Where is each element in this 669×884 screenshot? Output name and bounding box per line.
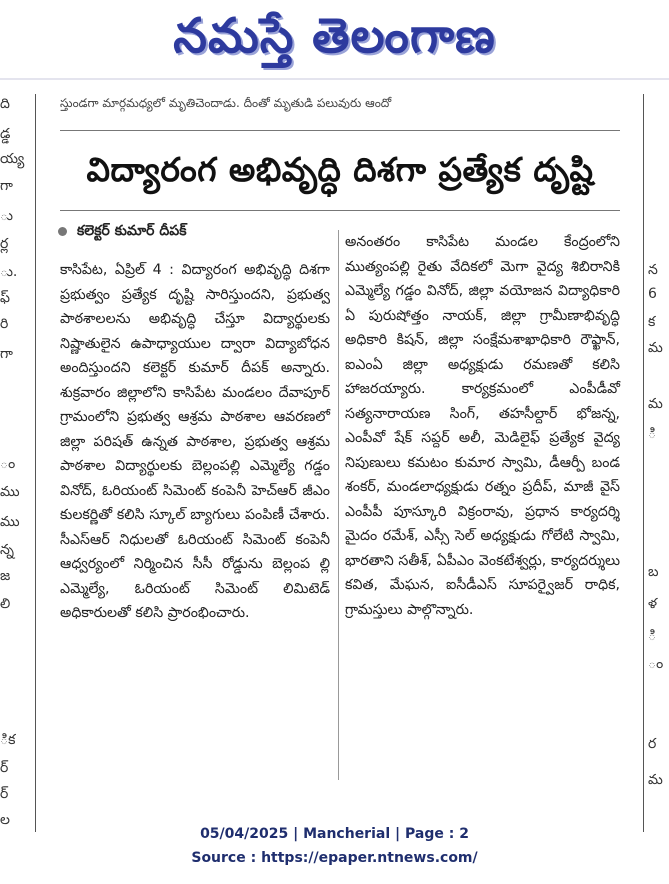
byline-text: కలెక్టర్ కుమార్ దీపక్ bbox=[77, 223, 187, 239]
right-fragment: మ bbox=[648, 772, 663, 788]
left-fragment: ము bbox=[0, 514, 20, 530]
right-fragment: మ bbox=[648, 340, 663, 356]
left-fragment: ం bbox=[0, 456, 16, 472]
article-headline: విద్యారంగ అభివృద్ధి దిశగా ప్రత్యేక దృష్టి bbox=[86, 150, 594, 189]
left-fragment: డ్డ bbox=[0, 126, 11, 142]
left-fragment: ిక bbox=[0, 732, 16, 748]
headline-top-rule bbox=[60, 130, 620, 131]
left-fragment: ు. bbox=[0, 264, 18, 280]
source-line: Source : https://epaper.ntnews.com/ bbox=[191, 850, 478, 866]
newspaper-logo: నమస్తే తెలంగాణ bbox=[173, 8, 496, 64]
column-rule bbox=[643, 94, 644, 832]
article-column-1 bbox=[60, 258, 330, 626]
right-fragment: ి bbox=[648, 426, 657, 442]
left-fragment: ము bbox=[0, 484, 20, 500]
left-fragment: ర్ bbox=[0, 760, 9, 776]
right-fragment: న bbox=[648, 262, 658, 278]
column-divider bbox=[338, 230, 339, 780]
left-fragment: లి bbox=[0, 596, 11, 612]
right-fragment: ి bbox=[648, 628, 657, 644]
left-fragment: జ bbox=[0, 568, 11, 584]
left-fragment: య్య bbox=[0, 151, 25, 167]
edition-info: 05/04/2025 | Mancherial | Page : 2 bbox=[200, 826, 469, 842]
left-adjacent-column bbox=[0, 96, 26, 832]
adjacent-article-strip: స్తుండగా మార్గమధ్యలో మృతిచెందాడు. దీంతో మృతుడి పలువురు ఆందో bbox=[60, 96, 392, 110]
left-fragment: ర్ల bbox=[0, 236, 9, 252]
left-fragment: ఫ్ bbox=[0, 290, 10, 306]
left-fragment: న్న bbox=[0, 542, 14, 558]
page-footer bbox=[0, 822, 669, 870]
right-fragment: బ bbox=[648, 564, 659, 580]
right-fragment: ళ bbox=[648, 596, 658, 612]
left-fragment: ల bbox=[0, 812, 10, 828]
bullet-icon bbox=[58, 227, 67, 236]
right-fragment: ర bbox=[648, 736, 657, 752]
left-fragment: రి bbox=[0, 316, 9, 332]
left-fragment: ర్ bbox=[0, 786, 9, 802]
column-1-text: కాసిపేట, ఏప్రిల్ 4 : విద్యారంగ అభివృద్ధి దిశగా ప్రభుత్వం ప్రత్యేక దృష్టి సారిస్తుందని, ప్రభుత్వ పాఠశాలలను అభివృద్ధి చేస్తూ విద్యార్థులకు నిష్ణాతులైన ఉపాధ్యాయుల ద్వారా విద్యాబోధన అందిస్తుందని కలెక్టర్ కుమార్ దీపక్ అన్నారు. శుక్రవారం జిల్లాలోని కాసిపేట మండలం దేవాపూర్ గ్రామంలోని ప్రభుత్వ ఆశ్రమ పాఠశాల ఆవరణలో జిల్లా పరిషత్ ఉన్నత పాఠశాల, ప్రభుత్వ ఆశ్రమ పాఠశాల విద్యార్థులకు బెల్లంపల్లి ఎమ్మెల్యే గడ్డం వినోద్, ఓరియంట్ సిమెంట్ కంపెనీ హెచ్ఆర్ జీఎం కులకర్ణితో కలిసి స్కూల్ బ్యాగులు పంపిణీ చేశారు. సీఎస్ఆర్ నిధులతో ఓరియంట్ సిమెంట్ కంపెనీ ఆధ్వర్యంలో నిర్మించిన సీసీ రోడ్డును బెల్లంప ల్లి ఎమ్మెల్యే, ఓరియంట్ సిమెంట్ లిమిటెడ్ అధికారులతో కలిసి ప్రారంభించారు. bbox=[60, 262, 330, 621]
masthead-divider bbox=[0, 78, 669, 80]
right-fragment: ం bbox=[648, 656, 664, 672]
article-byline bbox=[58, 223, 187, 242]
left-fragment: ు bbox=[0, 208, 13, 224]
column-2-text: అనంతరం కాసిపేట మండల కేంద్రంలోని ముత్యంపల్లి రైతు వేదికలో మెగా వైద్య శిబిరానికి ఎమ్మెల్యే గడ్డం వినోద్, జిల్లా వయోజన విద్యాధికారి ఏ పురుషోత్తం నాయక్, జిల్లా గ్రామీణాభివృద్ధి అధికారి కిషన్, జిల్లా సంక్షేమశాఖాధికారి రౌఫ్ఖాన్, ఐఎంఏ జిల్లా అధ్యక్షుడు రమణతో కలిసి హాజరయ్యారు. కార్యక్రమంలో ఎంపీడీవో సత్యనారాయణ సింగ్, తహసీల్దార్ భోజన్న, ఎంపీవో షేక్ సప్దర్ అలీ, మెడిలైఫ్ ప్రత్యేక వైద్య నిపుణులు కమటం కుమార స్వామి, డీఆర్పీ బండ శంకర్, మండలాధ్యక్షుడు రత్నం ప్రదీప్, మాజీ వైస్ ఎంపీపీ పూస్కూరి విక్రంరావు, ప్రధాన కార్యదర్శి మైదం రమేశ్, ఎస్సీ సెల్ అధ్యక్షుడు గోలేటి స్వామి, భారతాని సతీశ్, ఏపీఎం వెంకటేశ్వర్లు, కార్యదర్శులు కవిత, మేఘన, ఐసీడీఎస్ సూపర్వైజర్ రాధిక, గ్రామస్తులు పాల్గొన్నారు. bbox=[345, 234, 620, 618]
article-column-2 bbox=[345, 230, 620, 622]
right-adjacent-column bbox=[648, 96, 669, 832]
right-fragment: క bbox=[648, 314, 656, 330]
right-fragment: 6 bbox=[648, 286, 657, 302]
left-fragment: ది bbox=[0, 96, 10, 112]
column-rule bbox=[35, 94, 36, 832]
headline-bottom-rule bbox=[60, 210, 620, 211]
left-fragment: గా bbox=[0, 178, 13, 194]
right-fragment: మ bbox=[648, 396, 663, 412]
left-fragment: గా bbox=[0, 346, 13, 362]
